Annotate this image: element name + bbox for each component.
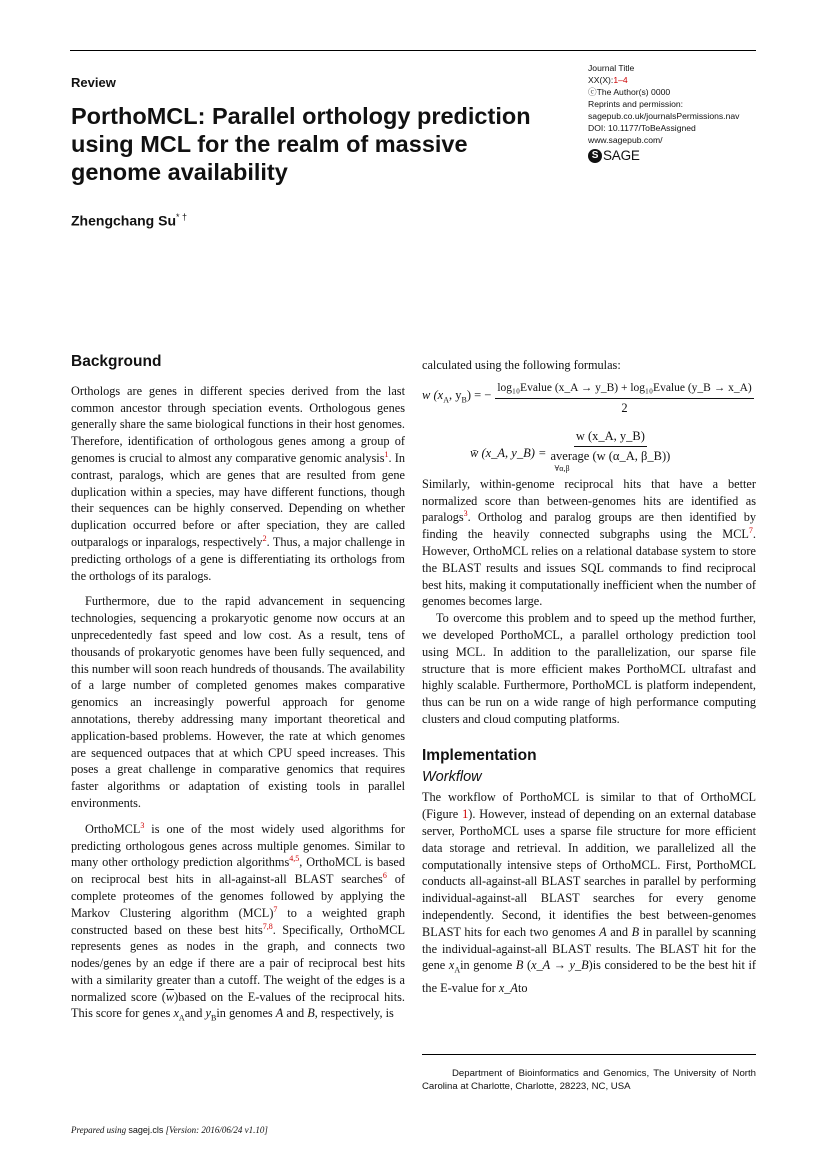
citation-link[interactable]: 7 — [748, 526, 753, 536]
reprints-label: Reprints and permission: — [588, 99, 684, 109]
top-rule — [70, 50, 756, 51]
equation-2-denominator: average (w (α_A, β_B)) — [550, 448, 671, 463]
equation-1-fraction — [495, 380, 753, 417]
citation-link[interactable]: 7,8 — [262, 921, 273, 931]
equation-1-lhs: w ($x_A$, $y_B$) = − — [422, 387, 492, 405]
citation-link[interactable]: 4,5 — [289, 854, 300, 864]
doi: DOI: 10.1177/ToBeAssigned — [588, 123, 696, 133]
right-column — [422, 357, 756, 996]
background-paragraph-2: Furthermore, due to the rapid advancement in sequencing technologies, sequencing a prokaryotic genome now occurs at an unprecedentedly fast speed and low cost. As a result, tens of thousands of prokaryotic genomes have been fully sequenced, and this number will soon reach hundreds of thousands. The availability of a large number of completed genomes makes comparative genomics an increasingly powerful approach for genome annotations, thereby addressing many important theoretical and application-based problems. However, the rate at which genomes are sequenced outpaces that at which CPU speed increases. This poses a great challenge in comparative genomics that requires faster algorithms or adaptation of existing tools in parallel environments. — [71, 594, 405, 810]
equation-1-denominator: 2 — [621, 400, 628, 415]
citation-link[interactable]: 3 — [463, 509, 468, 519]
equation-2 — [470, 428, 670, 478]
equation-2-fraction — [550, 428, 670, 478]
footnote-rule — [422, 1054, 756, 1055]
formula-intro: calculated using the following formulas: — [422, 358, 621, 372]
author-marks: * † — [176, 212, 188, 222]
background-paragraph-1: Orthologs are genes in different species derived from the last common ancestor through speciation events. Orthologous genes generally share the same biological functions in their host genomes. Therefore, identification of orthologous genes among a group of genomes is crucial to almost any comparative genomic analysis$^1$. In contrast, paralogs, which are genes that are resulted from gene duplication within a species, may have different functions, though their sequences can be highly conserved. Depending on whether duplication occurred before or after speciation, they are called outparalogs or inparalogs, respectively$^2$. Thus, a major challenge in predicting orthologs of a gene is differentiating its orthologs from the orthologs of its paralogs. — [71, 383, 405, 583]
copyright: ⓒThe Author(s) 0000 — [588, 87, 671, 97]
figure-link[interactable]: 1 — [462, 807, 469, 822]
equations — [422, 380, 756, 474]
website: www.sagepub.com/ — [588, 135, 663, 145]
journal-title: Journal Title — [588, 63, 635, 73]
citation-link[interactable]: 2 — [262, 533, 267, 543]
right-paragraph-3: The workflow of PorthoMCL is similar to that of OrthoMCL (Figure 1). However, instead of depending on an external database server, PorthoMCL uses a sparse file structure for more efficient data storage and retrieval. In addition, we parallelized all the computationally intensive steps of OrthoMCL. First, PorthoMCL conducts all-against-all BLAST searches in parallel by performing individual-against-all BLAST searches for every genome independently. Second, it identifies the best between-genomes BLAST hits for each two genomes A and B in parallel by scanning the individual-against-all BLAST results. The BLAST hit for the gene $x_Ain$ genome B (x_A → y_B)is considered to be the best hit if the E-value for x_Ato — [422, 790, 757, 995]
equation-1-numerator: log₁₀Evalue (x_A → y_B) + log₁₀Evalue (y_B → x_A) — [495, 380, 753, 399]
affiliation-footnote: Department of Bioinformatics and Genomics, The University of North Carolina at Charlotte, Charlotte, 28223, NC, USA — [422, 1068, 756, 1092]
equation-2-subscript: ∀α,β — [554, 464, 570, 474]
citation-link[interactable]: 7 — [273, 904, 278, 914]
author-name: Zhengchang Su* † — [71, 212, 188, 229]
sage-logo-icon: S — [588, 149, 602, 163]
paper-title: PorthoMCL: Parallel orthology prediction using MCL for the realm of massive genome availability — [71, 103, 531, 185]
reprints-url: sagepub.co.uk/journalsPermissions.nav — [588, 111, 740, 121]
citation-link[interactable]: 3 — [140, 820, 145, 830]
journal-info — [588, 62, 739, 163]
background-heading: Background — [71, 353, 162, 370]
article-type: Review — [71, 75, 116, 90]
citation-link[interactable]: 1 — [384, 449, 389, 459]
journal-volume: XX(X):1–4 — [588, 75, 628, 85]
page-range-link[interactable]: 1–4 — [613, 75, 628, 85]
left-column — [71, 354, 405, 1028]
right-paragraph-2: To overcome this problem and to speed up the method further, we developed PorthoMCL, a parallel orthology prediction tool using MCL. In addition to the parallelization, our sparse file structure that is more efficient makes PorthoMCL ultrafast and highly scalable. Furthermore, PorthoMCL is platform independent, thus can be run on a wide range of high performance computing clusters and cloud computing platforms. — [422, 611, 756, 726]
right-paragraph-1: Similarly, within-genome reciprocal hits that have a better normalized score than between-genomes hits are identified as paralogs$^3$. Ortholog and paralog groups are then identified by finding the heavily connected subgraphs using the MCL$^7$. However, OrthoMCL relies on a relational database system to store the BLAST results and issues SQL commands to find reciprocal best hits, making it computationally inefficient when the number of genomes becomes large. — [422, 476, 756, 609]
equation-2-numerator: w (x_A, y_B) — [574, 428, 647, 447]
equation-1 — [422, 380, 754, 417]
background-paragraph-3: OrthoMCL$^3$ is one of the most widely used algorithms for predicting orthologous genes across multiple genomes. Similar to many other orthology prediction algorithms$^{4,5}$, OrthoMCL is based on reciprocal best hits in all-against-all BLAST searches$^6$ of complete proteomes of the genomes followed by applying the Markov Clustering algorithm (MCL)$^7$ to a weighted graph constructed based on these best hits$^{7,8}$. Specifically, OrthoMCL represents genes as nodes in the graph, and connects two nodes/genes by an edge if there are a pair of reciprocal best hits with a similarity greater than a cutoff. The weight of the edges is a normalized score $(\overline{w})based$ on the E-values of the reciprocal hits. This score for genes $x_Aand$ $y_Bin$ genomes A and B, respectively, is — [71, 820, 405, 1023]
implementation-heading: Implementation — [422, 746, 537, 764]
sage-logo: S SAGE — [588, 149, 739, 163]
equation-2-lhs: w̄ (x_A, y_B) = — [470, 445, 547, 460]
workflow-heading: Workflow — [422, 768, 482, 785]
page-footer: Prepared using sagej.cls [Version: 2016/06/24 v1.10] — [71, 1125, 268, 1135]
citation-link[interactable]: 6 — [382, 871, 387, 881]
